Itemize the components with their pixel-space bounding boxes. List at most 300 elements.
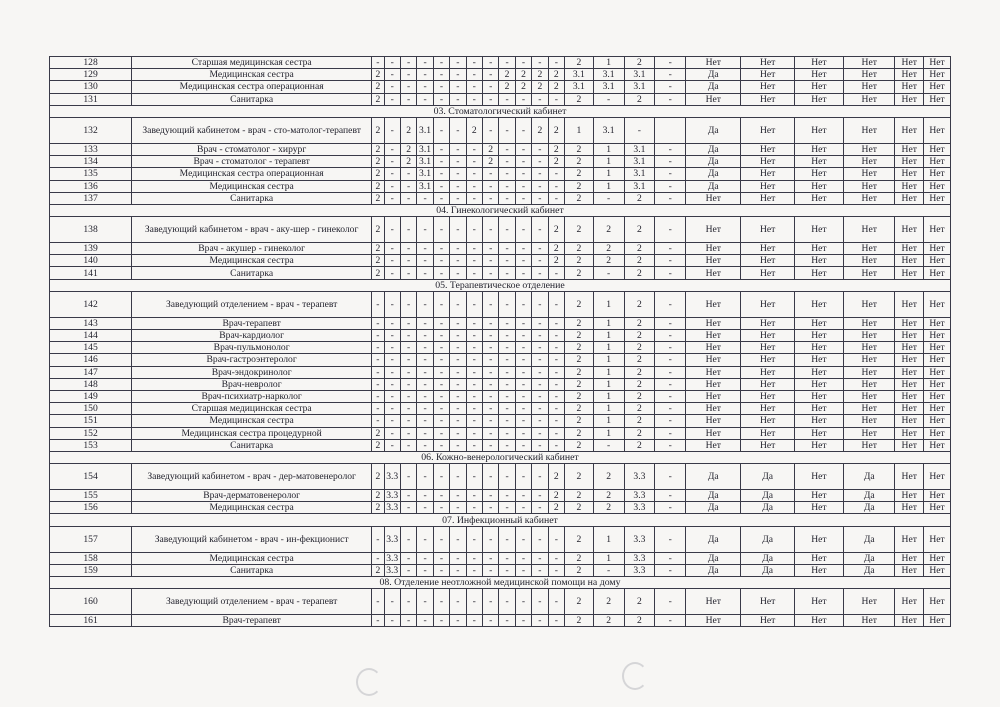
- value-cell: -: [499, 589, 515, 615]
- value-cell: -: [532, 57, 548, 69]
- value-cell: -: [482, 564, 498, 576]
- value-cell: Нет: [686, 378, 741, 390]
- value-cell: -: [655, 143, 686, 155]
- section-header-row: [50, 279, 951, 291]
- value-cell: Нет: [924, 180, 951, 192]
- value-cell: -: [372, 57, 384, 69]
- value-cell: -: [655, 427, 686, 439]
- value-cell: -: [655, 267, 686, 279]
- value-cell: -: [466, 378, 482, 390]
- value-cell: -: [532, 390, 548, 402]
- value-cell: 2: [372, 168, 384, 180]
- value-cell: Нет: [924, 217, 951, 243]
- value-cell: Нет: [794, 243, 843, 255]
- value-cell: 2: [565, 589, 594, 615]
- value-cell: -: [515, 439, 531, 451]
- value-cell: -: [515, 564, 531, 576]
- value-cell: -: [417, 243, 433, 255]
- position-name-cell: Медицинская сестра операционная: [132, 168, 372, 180]
- value-cell: 3.3: [384, 464, 400, 490]
- value-cell: -: [433, 439, 449, 451]
- value-cell: Нет: [895, 243, 924, 255]
- value-cell: Нет: [794, 69, 843, 81]
- value-cell: -: [532, 378, 548, 390]
- value-cell: -: [655, 589, 686, 615]
- value-cell: -: [384, 81, 400, 93]
- value-cell: Нет: [924, 81, 951, 93]
- value-cell: -: [499, 390, 515, 402]
- value-cell: Нет: [895, 342, 924, 354]
- value-cell: Нет: [924, 317, 951, 329]
- value-cell: Нет: [794, 217, 843, 243]
- value-cell: Да: [686, 526, 741, 552]
- row-number-cell: 133: [50, 143, 132, 155]
- value-cell: 2: [565, 427, 594, 439]
- value-cell: -: [417, 502, 433, 514]
- value-cell: -: [450, 57, 466, 69]
- value-cell: -: [433, 552, 449, 564]
- value-cell: Да: [844, 502, 895, 514]
- value-cell: -: [466, 464, 482, 490]
- value-cell: Да: [686, 564, 741, 576]
- value-cell: -: [482, 69, 498, 81]
- value-cell: 2: [624, 427, 655, 439]
- value-cell: Нет: [794, 378, 843, 390]
- value-cell: -: [548, 192, 564, 204]
- value-cell: -: [384, 267, 400, 279]
- value-cell: -: [655, 57, 686, 69]
- value-cell: Да: [686, 168, 741, 180]
- position-name-cell: Санитарка: [132, 192, 372, 204]
- value-cell: -: [417, 378, 433, 390]
- position-name-cell: Медицинская сестра: [132, 69, 372, 81]
- value-cell: -: [466, 390, 482, 402]
- value-cell: -: [372, 291, 384, 317]
- value-cell: -: [655, 390, 686, 402]
- table-row: [50, 243, 951, 255]
- value-cell: 2: [565, 526, 594, 552]
- value-cell: 2: [548, 464, 564, 490]
- row-number-cell: 141: [50, 267, 132, 279]
- row-number-cell: 137: [50, 192, 132, 204]
- value-cell: Нет: [924, 57, 951, 69]
- value-cell: Нет: [741, 354, 794, 366]
- value-cell: -: [548, 342, 564, 354]
- value-cell: -: [532, 143, 548, 155]
- value-cell: Нет: [924, 502, 951, 514]
- value-cell: -: [655, 615, 686, 627]
- value-cell: -: [450, 415, 466, 427]
- value-cell: -: [433, 354, 449, 366]
- value-cell: Нет: [895, 291, 924, 317]
- value-cell: Нет: [924, 342, 951, 354]
- value-cell: 2: [532, 69, 548, 81]
- value-cell: -: [400, 564, 416, 576]
- row-number-cell: 160: [50, 589, 132, 615]
- value-cell: -: [532, 439, 548, 451]
- value-cell: -: [384, 168, 400, 180]
- value-cell: Нет: [686, 330, 741, 342]
- value-cell: 1: [565, 117, 594, 143]
- section-header-row: [50, 514, 951, 526]
- value-cell: Нет: [686, 403, 741, 415]
- value-cell: Нет: [924, 291, 951, 317]
- position-name-cell: Старшая медицинская сестра: [132, 57, 372, 69]
- value-cell: -: [655, 439, 686, 451]
- value-cell: -: [548, 589, 564, 615]
- value-cell: -: [655, 93, 686, 105]
- value-cell: -: [433, 390, 449, 402]
- row-number-cell: 158: [50, 552, 132, 564]
- table-row: [50, 330, 951, 342]
- value-cell: Нет: [844, 81, 895, 93]
- value-cell: Нет: [741, 143, 794, 155]
- value-cell: -: [532, 526, 548, 552]
- section-header-row: [50, 451, 951, 463]
- value-cell: -: [482, 439, 498, 451]
- value-cell: -: [450, 117, 466, 143]
- value-cell: 2: [593, 464, 624, 490]
- value-cell: 3.3: [624, 552, 655, 564]
- value-cell: -: [466, 439, 482, 451]
- value-cell: -: [548, 526, 564, 552]
- value-cell: -: [482, 342, 498, 354]
- value-cell: 2: [548, 217, 564, 243]
- value-cell: -: [400, 464, 416, 490]
- value-cell: 2: [532, 81, 548, 93]
- section-title: 06. Кожно-венерологический кабинет: [50, 451, 951, 463]
- value-cell: -: [532, 93, 548, 105]
- row-number-cell: 149: [50, 390, 132, 402]
- value-cell: -: [466, 354, 482, 366]
- value-cell: Да: [686, 143, 741, 155]
- value-cell: Нет: [924, 615, 951, 627]
- value-cell: Нет: [844, 415, 895, 427]
- value-cell: 2: [548, 243, 564, 255]
- value-cell: Нет: [741, 180, 794, 192]
- value-cell: 2: [372, 81, 384, 93]
- table-row: [50, 564, 951, 576]
- value-cell: -: [450, 439, 466, 451]
- value-cell: -: [450, 330, 466, 342]
- value-cell: -: [466, 502, 482, 514]
- value-cell: -: [384, 427, 400, 439]
- value-cell: -: [532, 243, 548, 255]
- value-cell: Нет: [844, 255, 895, 267]
- value-cell: -: [499, 439, 515, 451]
- working-conditions-table: [49, 56, 951, 627]
- value-cell: Нет: [895, 117, 924, 143]
- table-row: [50, 57, 951, 69]
- value-cell: -: [450, 564, 466, 576]
- value-cell: -: [466, 57, 482, 69]
- value-cell: Нет: [686, 192, 741, 204]
- value-cell: Нет: [844, 589, 895, 615]
- value-cell: -: [466, 180, 482, 192]
- row-number-cell: 143: [50, 317, 132, 329]
- value-cell: -: [532, 317, 548, 329]
- position-name-cell: Медицинская сестра: [132, 552, 372, 564]
- value-cell: -: [655, 255, 686, 267]
- value-cell: Нет: [895, 439, 924, 451]
- value-cell: Нет: [741, 57, 794, 69]
- value-cell: -: [532, 267, 548, 279]
- table-row: [50, 168, 951, 180]
- value-cell: 3.3: [384, 552, 400, 564]
- value-cell: 2: [565, 156, 594, 168]
- value-cell: -: [417, 589, 433, 615]
- value-cell: -: [499, 427, 515, 439]
- value-cell: -: [532, 192, 548, 204]
- value-cell: Нет: [794, 57, 843, 69]
- value-cell: -: [433, 117, 449, 143]
- value-cell: -: [655, 378, 686, 390]
- table-row: [50, 317, 951, 329]
- value-cell: -: [482, 192, 498, 204]
- value-cell: -: [417, 564, 433, 576]
- value-cell: -: [450, 192, 466, 204]
- position-name-cell: Врач-гастроэнтеролог: [132, 354, 372, 366]
- value-cell: -: [417, 490, 433, 502]
- value-cell: 2: [624, 439, 655, 451]
- value-cell: -: [450, 217, 466, 243]
- value-cell: -: [655, 502, 686, 514]
- value-cell: -: [482, 415, 498, 427]
- value-cell: -: [384, 291, 400, 317]
- table-row: [50, 291, 951, 317]
- value-cell: -: [450, 180, 466, 192]
- value-cell: -: [548, 57, 564, 69]
- table-row: [50, 415, 951, 427]
- value-cell: -: [515, 143, 531, 155]
- value-cell: -: [499, 342, 515, 354]
- value-cell: 1: [593, 390, 624, 402]
- value-cell: Нет: [844, 143, 895, 155]
- value-cell: -: [433, 156, 449, 168]
- value-cell: 3.1: [417, 117, 433, 143]
- value-cell: -: [433, 317, 449, 329]
- row-number-cell: 155: [50, 490, 132, 502]
- value-cell: -: [433, 69, 449, 81]
- value-cell: Нет: [794, 427, 843, 439]
- position-name-cell: Врач-терапевт: [132, 615, 372, 627]
- row-number-cell: 153: [50, 439, 132, 451]
- value-cell: -: [450, 354, 466, 366]
- value-cell: 1: [593, 180, 624, 192]
- value-cell: -: [532, 415, 548, 427]
- value-cell: 3.1: [624, 69, 655, 81]
- value-cell: Нет: [895, 427, 924, 439]
- value-cell: Нет: [924, 403, 951, 415]
- value-cell: -: [655, 366, 686, 378]
- value-cell: -: [482, 267, 498, 279]
- value-cell: -: [384, 439, 400, 451]
- value-cell: Нет: [741, 390, 794, 402]
- value-cell: Нет: [844, 366, 895, 378]
- value-cell: 2: [372, 143, 384, 155]
- row-number-cell: 144: [50, 330, 132, 342]
- value-cell: 3.1: [417, 156, 433, 168]
- value-cell: 1: [593, 552, 624, 564]
- value-cell: -: [593, 439, 624, 451]
- value-cell: -: [548, 366, 564, 378]
- value-cell: -: [655, 342, 686, 354]
- value-cell: -: [548, 93, 564, 105]
- value-cell: -: [466, 93, 482, 105]
- value-cell: Нет: [794, 490, 843, 502]
- value-cell: 3.3: [624, 526, 655, 552]
- position-name-cell: Заведующий отделением - врач - терапевт: [132, 589, 372, 615]
- value-cell: -: [400, 69, 416, 81]
- value-cell: -: [466, 69, 482, 81]
- value-cell: 2: [624, 342, 655, 354]
- value-cell: -: [624, 117, 655, 143]
- value-cell: -: [515, 93, 531, 105]
- value-cell: -: [417, 526, 433, 552]
- value-cell: Нет: [895, 168, 924, 180]
- value-cell: Нет: [844, 117, 895, 143]
- value-cell: Нет: [741, 243, 794, 255]
- value-cell: -: [532, 403, 548, 415]
- value-cell: 2: [548, 81, 564, 93]
- value-cell: -: [384, 180, 400, 192]
- value-cell: -: [548, 403, 564, 415]
- value-cell: -: [593, 93, 624, 105]
- value-cell: -: [482, 615, 498, 627]
- value-cell: 2: [565, 415, 594, 427]
- value-cell: -: [433, 81, 449, 93]
- value-cell: Нет: [794, 552, 843, 564]
- value-cell: Нет: [686, 427, 741, 439]
- value-cell: Нет: [794, 589, 843, 615]
- value-cell: -: [548, 267, 564, 279]
- value-cell: -: [482, 490, 498, 502]
- section-title: 07. Инфекционный кабинет: [50, 514, 951, 526]
- value-cell: -: [400, 57, 416, 69]
- position-name-cell: Врач-психиатр-нарколог: [132, 390, 372, 402]
- value-cell: 2: [565, 180, 594, 192]
- value-cell: -: [417, 217, 433, 243]
- value-cell: Нет: [741, 427, 794, 439]
- value-cell: 2: [624, 390, 655, 402]
- value-cell: Нет: [686, 589, 741, 615]
- value-cell: -: [450, 69, 466, 81]
- value-cell: 2: [565, 354, 594, 366]
- value-cell: Нет: [794, 93, 843, 105]
- value-cell: -: [400, 589, 416, 615]
- value-cell: Нет: [741, 93, 794, 105]
- value-cell: 3.3: [624, 490, 655, 502]
- value-cell: -: [384, 93, 400, 105]
- value-cell: Нет: [924, 117, 951, 143]
- value-cell: Нет: [924, 255, 951, 267]
- value-cell: Да: [686, 464, 741, 490]
- position-name-cell: Врач-пульмонолог: [132, 342, 372, 354]
- value-cell: -: [450, 502, 466, 514]
- value-cell: -: [482, 552, 498, 564]
- value-cell: -: [532, 217, 548, 243]
- value-cell: -: [655, 192, 686, 204]
- value-cell: 2: [565, 403, 594, 415]
- value-cell: -: [417, 317, 433, 329]
- value-cell: -: [400, 354, 416, 366]
- value-cell: Нет: [686, 217, 741, 243]
- value-cell: -: [400, 427, 416, 439]
- value-cell: Нет: [924, 168, 951, 180]
- value-cell: Да: [686, 180, 741, 192]
- row-number-cell: 139: [50, 243, 132, 255]
- value-cell: 2: [372, 180, 384, 192]
- row-number-cell: 159: [50, 564, 132, 576]
- value-cell: Нет: [924, 378, 951, 390]
- value-cell: 2: [548, 156, 564, 168]
- value-cell: -: [548, 330, 564, 342]
- value-cell: -: [384, 217, 400, 243]
- value-cell: -: [433, 502, 449, 514]
- value-cell: Нет: [794, 156, 843, 168]
- section-header-row: [50, 577, 951, 589]
- value-cell: Нет: [844, 267, 895, 279]
- value-cell: Нет: [794, 526, 843, 552]
- value-cell: -: [433, 255, 449, 267]
- value-cell: Нет: [794, 415, 843, 427]
- value-cell: -: [593, 192, 624, 204]
- value-cell: -: [417, 192, 433, 204]
- value-cell: -: [450, 490, 466, 502]
- value-cell: 2: [548, 502, 564, 514]
- value-cell: 2: [565, 217, 594, 243]
- value-cell: Нет: [844, 403, 895, 415]
- value-cell: Нет: [924, 93, 951, 105]
- value-cell: -: [515, 243, 531, 255]
- value-cell: -: [499, 378, 515, 390]
- value-cell: Нет: [844, 180, 895, 192]
- value-cell: 2: [372, 243, 384, 255]
- value-cell: -: [515, 589, 531, 615]
- value-cell: -: [466, 564, 482, 576]
- value-cell: 2: [565, 366, 594, 378]
- value-cell: Нет: [844, 330, 895, 342]
- value-cell: Да: [686, 81, 741, 93]
- value-cell: -: [515, 615, 531, 627]
- value-cell: Нет: [686, 415, 741, 427]
- value-cell: 2: [565, 192, 594, 204]
- value-cell: -: [655, 168, 686, 180]
- value-cell: Нет: [895, 217, 924, 243]
- value-cell: -: [450, 427, 466, 439]
- value-cell: Нет: [794, 615, 843, 627]
- binder-hole-mark: [622, 662, 648, 690]
- value-cell: 2: [624, 255, 655, 267]
- table-row: [50, 589, 951, 615]
- value-cell: Нет: [741, 217, 794, 243]
- value-cell: -: [515, 366, 531, 378]
- table-row: [50, 502, 951, 514]
- table-row: [50, 526, 951, 552]
- value-cell: Да: [741, 564, 794, 576]
- value-cell: -: [482, 354, 498, 366]
- value-cell: -: [450, 81, 466, 93]
- value-cell: Нет: [741, 192, 794, 204]
- position-name-cell: Санитарка: [132, 93, 372, 105]
- value-cell: -: [450, 143, 466, 155]
- value-cell: -: [433, 291, 449, 317]
- value-cell: -: [548, 615, 564, 627]
- value-cell: -: [499, 354, 515, 366]
- value-cell: -: [417, 366, 433, 378]
- value-cell: Нет: [844, 615, 895, 627]
- value-cell: -: [433, 57, 449, 69]
